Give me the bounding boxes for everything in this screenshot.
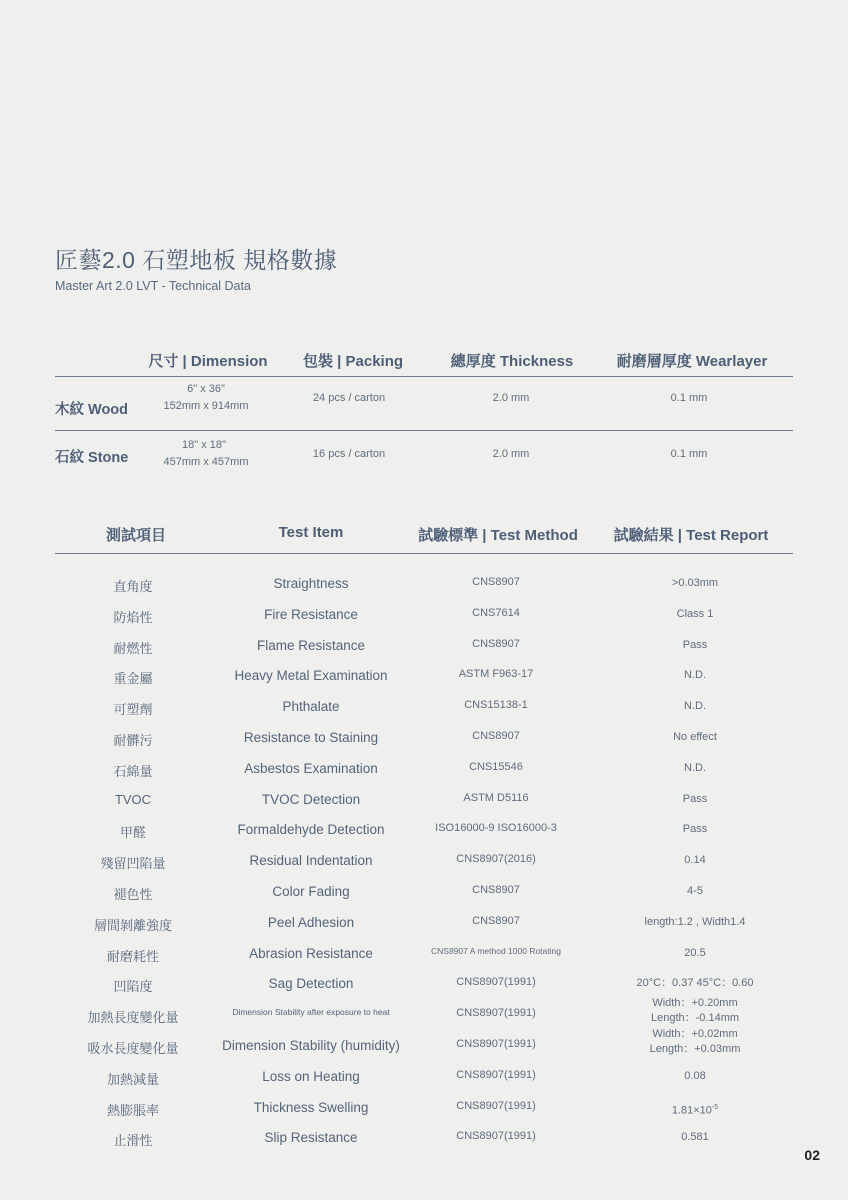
test-item-en: Fire Resistance [264, 606, 358, 622]
test-table [55, 515, 793, 1153]
test-item-en: Thickness Swelling [253, 1099, 369, 1115]
test-item-en: Peel Adhesion [267, 914, 355, 930]
spec-row-name: 木紋 Wood [55, 402, 129, 418]
test-result-line: Length：+0.03mm [649, 1042, 741, 1055]
test-item-zh: 防焰性 [113, 609, 153, 625]
test-item-en: Asbestos Examination [244, 760, 378, 776]
table-row [55, 938, 793, 969]
table-row [55, 876, 793, 907]
spec-dim-inch: 18" x 18" [182, 439, 226, 451]
test-result: 0.08 [684, 1069, 706, 1082]
spec-dim-mm: 152mm x 914mm [163, 400, 249, 412]
test-item-en: Slip Resistance [264, 1130, 358, 1146]
table-row [55, 814, 793, 845]
page-subtitle: Master Art 2.0 LVT - Technical Data [55, 279, 251, 293]
test-method: CNS8907(1991) [456, 1037, 536, 1050]
spec-wearlayer: 0.1 mm [670, 448, 708, 460]
test-table-header [55, 515, 793, 554]
test-result: 0.581 [681, 1131, 709, 1144]
test-result [651, 996, 739, 1026]
test-item-en: Residual Indentation [249, 853, 373, 869]
table-row [55, 1061, 793, 1092]
spec-wearlayer: 0.1 mm [670, 392, 708, 404]
col-test-report: 試驗結果 | Test Report [613, 527, 769, 544]
table-row [55, 722, 793, 753]
spec-thickness: 2.0 mm [492, 392, 530, 404]
table-row [55, 999, 793, 1030]
test-result-exponent: -5 [711, 1103, 719, 1111]
spec-row-wood [55, 377, 793, 431]
test-item-zh: TVOC [114, 791, 152, 807]
test-item-en: Straightness [273, 576, 349, 591]
col-dimension: 尺寸 | Dimension [148, 353, 268, 370]
test-item-en: Phthalate [282, 699, 340, 715]
test-method: CNS8907 [472, 914, 520, 927]
test-result: Pass [682, 792, 708, 805]
test-item-en: Formaldehyde Detection [237, 822, 385, 838]
test-item-zh: 層間剝離強度 [93, 917, 173, 933]
test-item-zh: 止滑性 [113, 1133, 153, 1149]
test-method: ISO16000-9 ISO16000-3 [435, 822, 557, 835]
test-result [672, 1100, 718, 1119]
spec-row-stone [55, 431, 793, 484]
test-result: No effect [673, 730, 717, 743]
spec-table [55, 342, 793, 484]
test-result: Pass [682, 823, 708, 836]
spec-dim-inch: 6" x 36" [187, 383, 225, 395]
test-result [650, 1027, 741, 1057]
test-item-zh: 重金屬 [113, 671, 153, 687]
test-method: CNS15138-1 [464, 699, 528, 712]
col-test-item-en: Test Item [278, 524, 344, 541]
spec-table-header [55, 342, 793, 377]
col-test-item-zh: 測試項目 [105, 527, 167, 544]
test-item-zh: 可塑劑 [113, 702, 153, 718]
test-item-zh: 吸水長度變化量 [87, 1040, 179, 1056]
col-test-method: 試驗標準 | Test Method [418, 527, 578, 544]
test-method: CNS8907 [472, 883, 520, 896]
table-row [55, 691, 793, 722]
test-item-zh: 加熱減量 [106, 1071, 160, 1087]
test-method: CNS8907(1991) [456, 1007, 536, 1020]
test-method: CNS8907 [472, 576, 520, 588]
table-row [55, 968, 793, 999]
test-item-zh: 甲醛 [119, 825, 147, 841]
test-item-en: Color Fading [272, 883, 350, 899]
test-method: CNS8907(1991) [456, 1130, 536, 1143]
table-row [55, 568, 793, 599]
test-item-en: Dimension Stability after exposure to heat [232, 1007, 390, 1018]
table-row [55, 1092, 793, 1123]
test-method: CNS8907 [472, 729, 520, 742]
spec-packing: 24 pcs / carton [312, 392, 386, 404]
page-title: 匠藝2.0 石塑地板 規格數據 [55, 247, 338, 273]
test-item-zh: 耐燃性 [113, 640, 153, 656]
test-method: CNS8907 A method 1000 Rotating [431, 945, 561, 956]
table-row [55, 1027, 793, 1061]
test-item-en: Resistance to Staining [243, 729, 379, 745]
test-method: CNS8907(2016) [456, 853, 536, 866]
table-row [55, 660, 793, 691]
test-result: 0.14 [684, 854, 706, 867]
test-item-zh: 耐磨耗性 [106, 948, 160, 964]
test-item-zh: 凹陷度 [113, 979, 153, 995]
test-result: length:1.2 , Width1.4 [644, 915, 746, 928]
test-item-en: Abrasion Resistance [249, 945, 373, 961]
test-item-en: Sag Detection [268, 976, 354, 992]
test-result: Pass [682, 638, 708, 651]
table-row [55, 845, 793, 876]
table-row [55, 599, 793, 630]
col-wearlayer: 耐磨層厚度 Wearlayer [616, 353, 768, 370]
test-result: N.D. [684, 700, 706, 713]
page-number: 02 [804, 1147, 820, 1163]
test-result: 20°C：0.37 45°C：0.60 [636, 977, 754, 990]
test-item-en: Dimension Stability (humidity) [222, 1037, 400, 1053]
test-item-en: TVOC Detection [261, 791, 361, 807]
test-table-body [55, 554, 793, 1153]
test-item-en: Loss on Heating [262, 1068, 360, 1084]
test-item-zh: 加熱長度變化量 [87, 1010, 179, 1026]
test-method: CNS7614 [472, 606, 520, 619]
test-method: CNS15546 [469, 760, 523, 773]
test-method: ASTM D5116 [463, 791, 529, 804]
test-result: N.D. [684, 761, 706, 774]
test-item-zh: 殘留凹陷量 [100, 856, 166, 872]
spec-packing: 16 pcs / carton [312, 448, 386, 460]
test-method: CNS8907 [472, 637, 520, 650]
test-method: CNS8907(1991) [456, 1068, 536, 1081]
test-item-zh: 耐髒污 [113, 732, 153, 748]
test-method: CNS8907(1991) [456, 976, 536, 989]
table-row [55, 907, 793, 938]
test-result: >0.03mm [671, 577, 719, 589]
test-method: ASTM F963-17 [458, 668, 534, 681]
test-item-en: Flame Resistance [256, 637, 366, 653]
test-item-zh: 石綿量 [113, 763, 153, 779]
test-result: 4-5 [687, 884, 703, 897]
test-method: CNS8907(1991) [456, 1099, 536, 1112]
test-result-line: Length：-0.14mm [650, 1012, 740, 1025]
col-packing: 包裝 | Packing [302, 353, 404, 370]
table-row [55, 1122, 793, 1153]
test-result: Class 1 [676, 607, 714, 620]
test-result: 20.5 [684, 946, 706, 959]
test-item-en: Heavy Metal Examination [234, 668, 388, 684]
test-result-base: 1.81×10 [671, 1104, 712, 1117]
test-item-zh: 褪色性 [113, 886, 153, 902]
test-item-zh: 熱膨脹率 [106, 1102, 160, 1118]
test-item-zh: 直角度 [113, 579, 153, 594]
spec-thickness: 2.0 mm [492, 448, 530, 460]
table-row [55, 630, 793, 661]
table-row [55, 753, 793, 784]
spec-row-name: 石紋 Stone [55, 450, 129, 466]
table-row [55, 784, 793, 815]
test-result-line: Width：+0.02mm [652, 1027, 738, 1040]
test-result-line: Width：+0.20mm [652, 997, 738, 1010]
col-thickness: 總厚度 Thickness [450, 353, 574, 370]
spec-dim-mm: 457mm x 457mm [163, 456, 249, 468]
test-result: N.D. [684, 669, 706, 682]
